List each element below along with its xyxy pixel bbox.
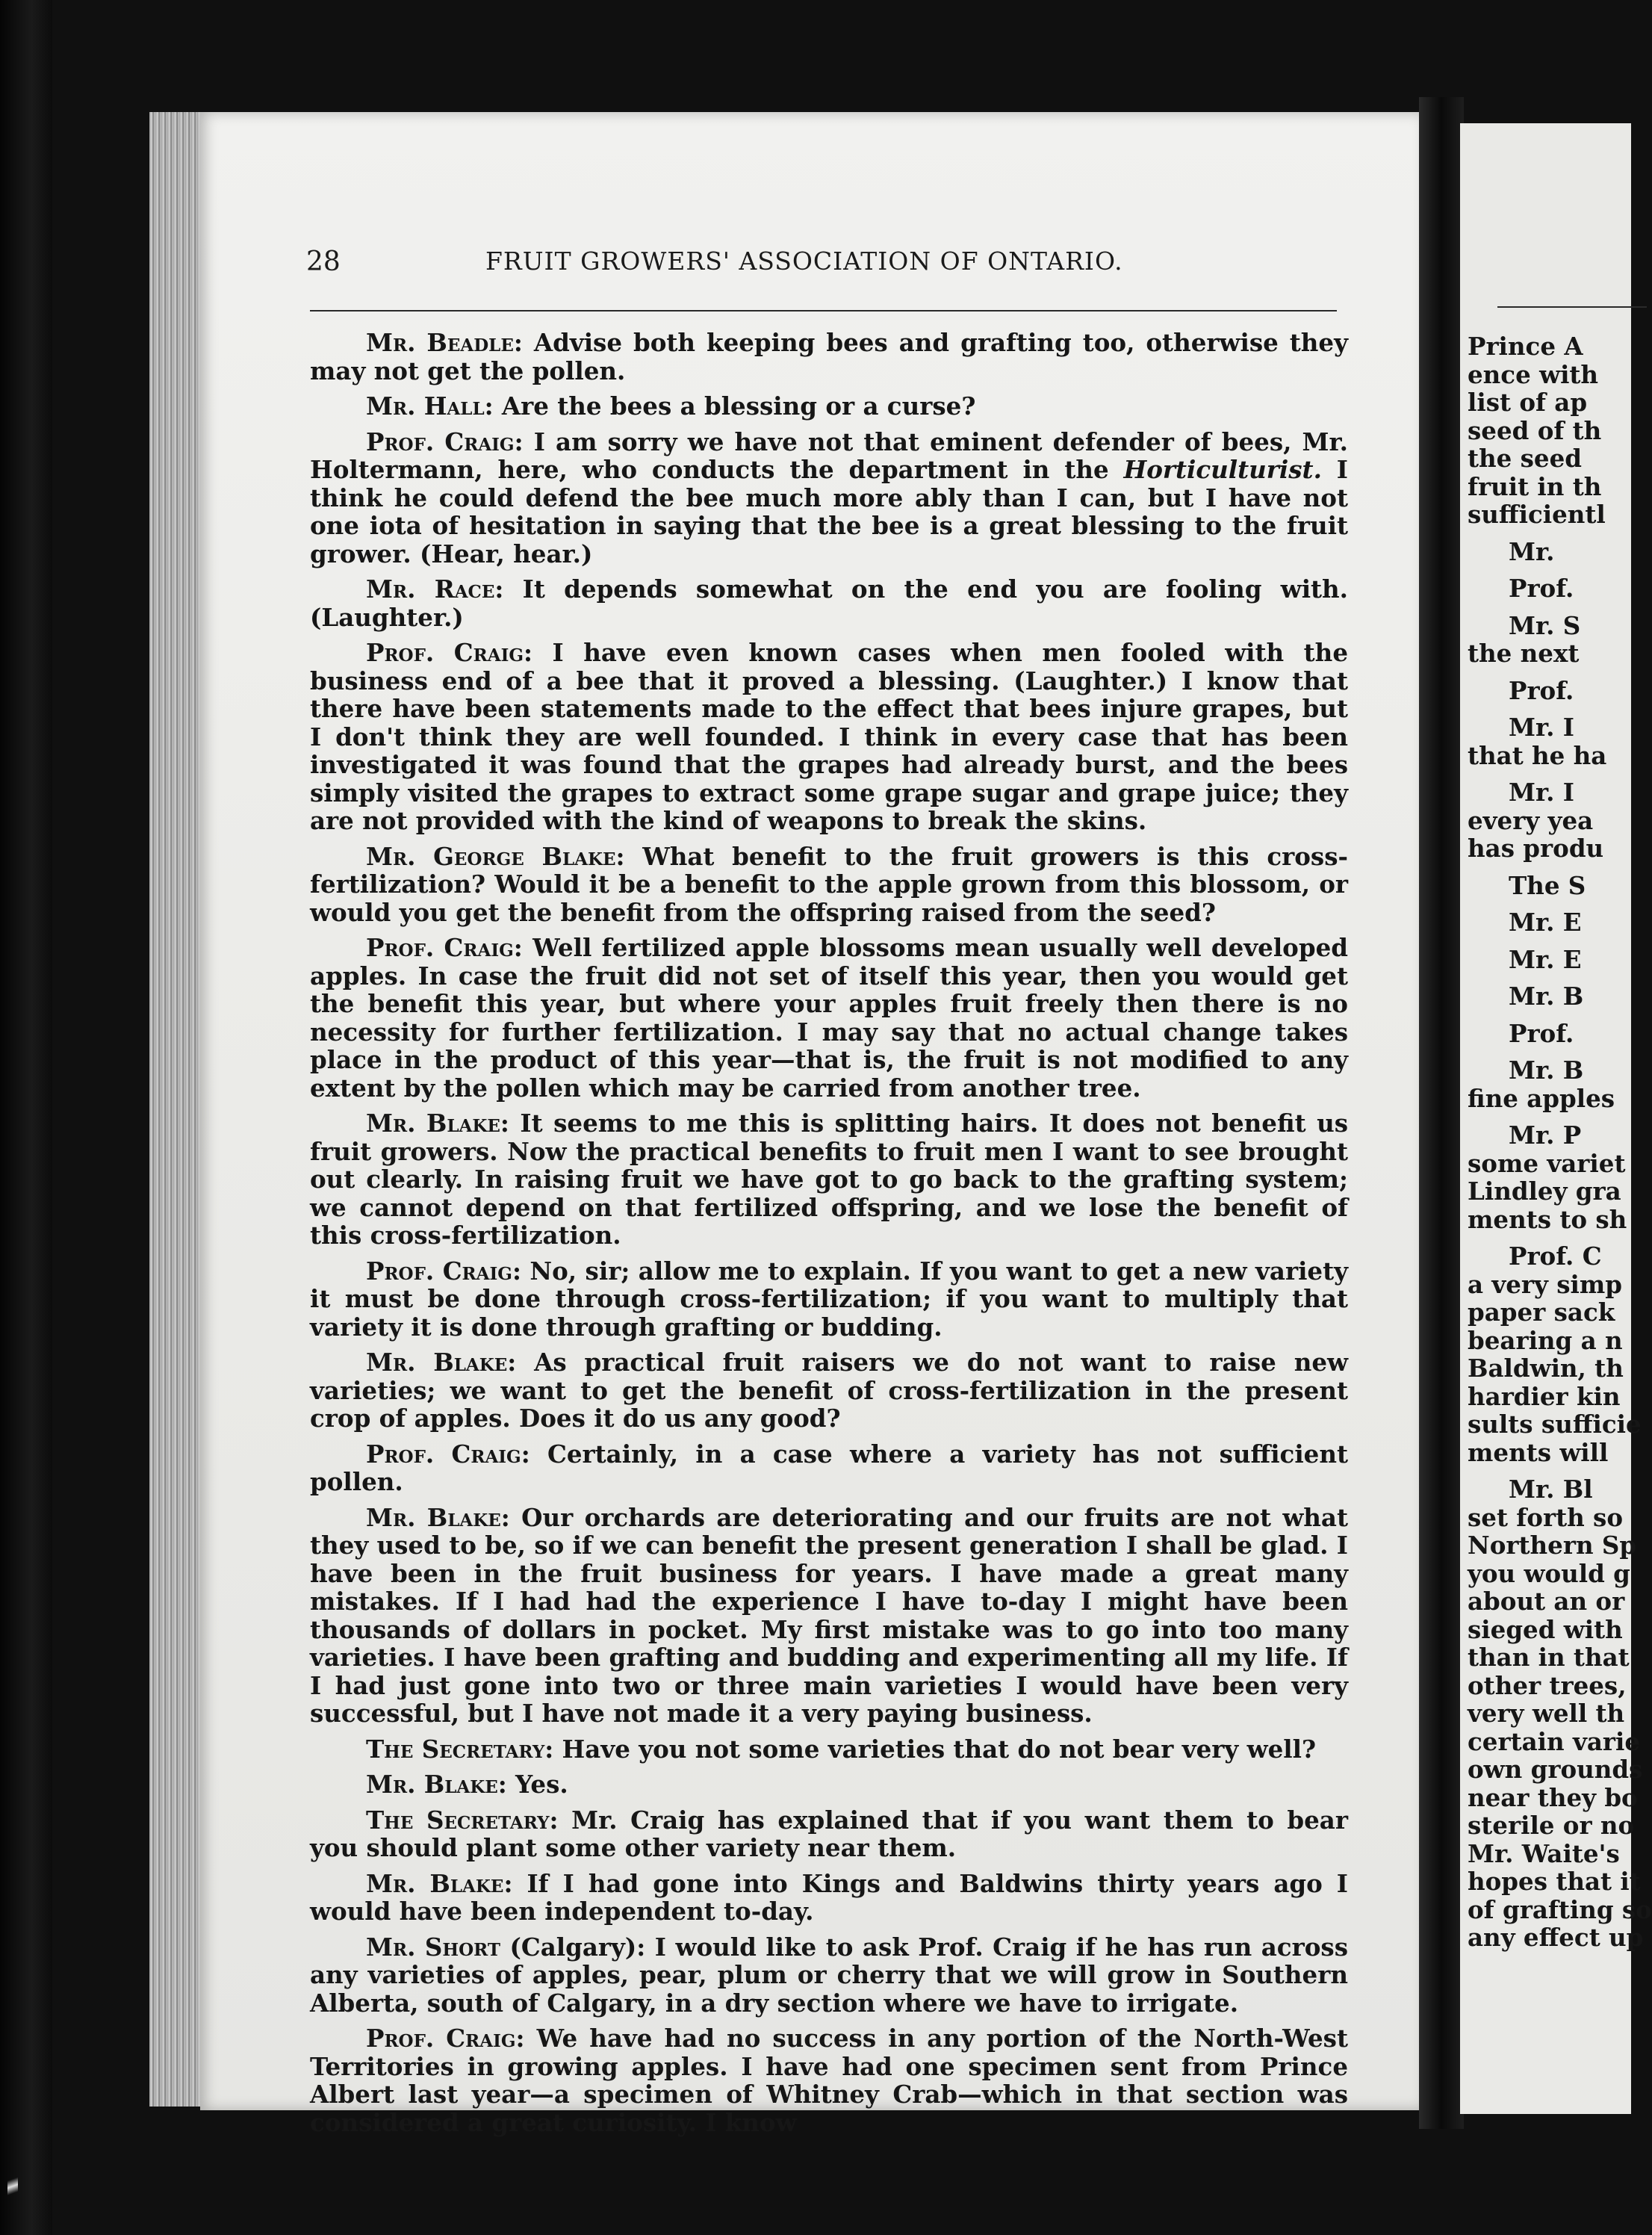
facing-page-line: set forth so xyxy=(1468,1502,1624,1532)
speaker: Mr. Blake xyxy=(366,1109,500,1138)
facing-page-line: that he ha xyxy=(1468,740,1607,770)
paragraph xyxy=(310,428,1348,568)
speaker: Mr. George Blake xyxy=(366,841,616,871)
speaker: Prof. Craig xyxy=(366,427,515,456)
facing-page-line: has produ xyxy=(1468,834,1604,863)
facing-page-line: Mr. Waite's xyxy=(1468,1838,1620,1868)
facing-page xyxy=(1460,123,1652,2114)
paragraph xyxy=(310,1348,1348,1433)
facing-page-line: Mr. E xyxy=(1509,944,1582,974)
speech: : It depends somewhat on the end you are fooling with. (Laughter.) xyxy=(310,574,1348,632)
speaker: Prof. Craig xyxy=(366,933,514,962)
facing-page-line: ments to sh xyxy=(1468,1204,1627,1234)
facing-page-line: Northern Sp xyxy=(1468,1531,1637,1560)
facing-page-line: Mr. E xyxy=(1509,908,1582,937)
facing-page-line: Mr. B xyxy=(1509,982,1584,1011)
book-gutter xyxy=(1419,97,1464,2129)
facing-page-line: fine apples xyxy=(1468,1083,1615,1113)
facing-page-line: some variet xyxy=(1468,1148,1626,1178)
speaker: Mr. Blake xyxy=(366,1348,508,1377)
speech: : Have you not some varieties that do not bear very well? xyxy=(544,1734,1316,1764)
facing-page-line: sufficientl xyxy=(1468,500,1606,529)
facing-page-text xyxy=(1468,332,1652,1952)
speech: : It seems to me this is splitting hairs. It does not benefit us fruit growers. Now the practical benefits to fruit men I want to see brought out clearly. In raising fruit we have got to go back to the grafting system; we cannot depend on that fertilized offspring, and we lose the benefit of this cross-fertilization. xyxy=(310,1109,1349,1250)
facing-page-line: sieged with xyxy=(1468,1614,1623,1644)
speech: : Advise both keeping bees and grafting too, otherwise they may not get the pollen. xyxy=(310,328,1348,385)
speaker: Prof. Craig xyxy=(366,638,524,667)
paragraph xyxy=(310,2024,1348,2136)
page-number: 28 xyxy=(306,247,341,277)
facing-page-line: other trees, xyxy=(1468,1670,1627,1700)
facing-page-line: certain varie xyxy=(1468,1726,1641,1756)
facing-page-line: you would g xyxy=(1468,1558,1630,1588)
paragraph xyxy=(310,392,1348,421)
paragraph xyxy=(310,639,1348,835)
facing-page-line: Prof. xyxy=(1509,1018,1574,1048)
facing-page-line: Prof. xyxy=(1509,574,1574,603)
speaker: Prof. Craig xyxy=(366,1256,512,1286)
facing-page-line: a very simp xyxy=(1468,1269,1623,1299)
speech: : I am sorry we have not that eminent defender of bees, Mr. Holtermann, here, who conducts the department in the xyxy=(310,427,1348,484)
facing-page-line: Mr. I xyxy=(1509,778,1574,807)
speaker: Mr. Race xyxy=(366,574,495,604)
facing-header-rule xyxy=(1497,306,1647,308)
facing-page-line: bearing a n xyxy=(1468,1325,1623,1355)
paragraph xyxy=(310,1257,1348,1342)
page-header xyxy=(306,247,1352,291)
speech: : Well fertilized apple blossoms mean usually well developed apples. In case the fruit did not set of itself this year, then you would get the benefit this year, but where your apples fruit freely then there is no necessity for further fertilization. I may say that no actual change takes place in the product of this year—that is, the fruit is not modified to any extent by the pollen which may be carried from another tree. xyxy=(310,933,1348,1103)
facing-page-line: Baldwin, th xyxy=(1468,1354,1624,1383)
running-title: FRUIT GROWERS' ASSOCIATION OF ONTARIO. xyxy=(485,247,1123,276)
speaker: The Secretary xyxy=(366,1734,545,1764)
facing-page-line: Prof. C xyxy=(1509,1242,1602,1271)
facing-page-line: hopes that it xyxy=(1468,1867,1641,1896)
facing-page-line: Mr. P xyxy=(1509,1120,1582,1150)
paragraph xyxy=(310,1735,1348,1764)
facing-page-line: ments will xyxy=(1468,1437,1609,1467)
facing-page-line: fruit in th xyxy=(1468,471,1602,501)
facing-page-line: Mr. I xyxy=(1509,713,1574,742)
facing-page-line: Prof. xyxy=(1509,675,1574,705)
speech: : Mr. Craig has explained that if you want them to bear you should plant some other variety near them. xyxy=(310,1805,1348,1862)
facing-page-line: near they bo xyxy=(1468,1782,1638,1812)
facing-page-line: any effect up xyxy=(1468,1923,1644,1952)
speech: : If I had gone into Kings and Baldwins thirty years ago I would have been independent to-day. xyxy=(310,1868,1348,1926)
facing-page-line: The S xyxy=(1509,870,1586,900)
paragraph xyxy=(310,1870,1348,1926)
facing-page-line: the next xyxy=(1468,639,1580,668)
publication-title: Horticulturist. xyxy=(1123,455,1322,484)
body-text xyxy=(310,329,1348,2144)
paragraph xyxy=(310,575,1348,631)
speech: : What benefit to the fruit growers is this cross-fertilization? Would it be a benefit to the apple grown from this blossom, or would you get the benefit from the offspring raised from the seed? xyxy=(310,841,1348,927)
facing-page-line: paper sack xyxy=(1468,1298,1615,1327)
facing-page-line: Mr. xyxy=(1509,536,1555,566)
facing-page-line: every yea xyxy=(1468,805,1594,835)
paragraph xyxy=(310,934,1348,1102)
facing-page-line: of grafting so xyxy=(1468,1894,1652,1924)
paragraph xyxy=(310,1933,1348,2018)
speech: (Calgary): I would like to ask Prof. Craig if he has run across any varieties of apples, pear, plum or cherry that we will grow in Southern Alberta, south of Calgary, in a dry section where we have to irrigate. xyxy=(310,1932,1348,2018)
facing-page-line: than in that xyxy=(1468,1643,1630,1672)
speech: : Are the bees a blessing or a curse? xyxy=(484,391,976,421)
speaker: Mr. Blake xyxy=(366,1770,498,1799)
speaker: Mr. Beadle xyxy=(366,328,514,357)
paragraph xyxy=(310,1440,1348,1496)
facing-page-line: own grounds xyxy=(1468,1755,1643,1784)
film-scratch xyxy=(7,2166,18,2211)
facing-page-line: ence with xyxy=(1468,359,1599,389)
facing-page-line: list of ap xyxy=(1468,388,1588,417)
facing-page-line: the seed xyxy=(1468,444,1583,473)
facing-page-line: hardier kin xyxy=(1468,1381,1621,1411)
speaker: Mr. Blake xyxy=(366,1502,501,1532)
speech: : Our orchards are deteriorating and our fruits are not what they used to be, so if we can benefit the present generation I shall be glad. I have been in the fruit business for years. I have made a great many mistakes. If I had had the experience I have to-day I might have been thousands of dollars in pocket. My first mistake was to go into too many varieties. I have been grafting and budding and experimenting all my life. If I had just gone into two or three main varieties I would have been very successful, but I have not made it a very paying business. xyxy=(310,1502,1348,1728)
facing-page-line: Mr. Bl xyxy=(1509,1475,1593,1504)
speech: : No, sir; allow me to explain. If you want to get a new variety it must be done through cross-fertilization; if you want to multiply that variety it is done through grafting or budding. xyxy=(310,1256,1349,1342)
facing-page-line: Prince A xyxy=(1468,332,1583,361)
speech: I think he could defend the bee much more ably than I can, but I have not one iota of hesitation in saying that the bee is a great blessing to the fruit grower. (Hear, hear.) xyxy=(310,455,1348,568)
speaker: Mr. Hall xyxy=(366,391,485,421)
speaker: Prof. Craig xyxy=(366,1439,521,1469)
paragraph xyxy=(310,1109,1348,1250)
facing-page-line: sults sufficie xyxy=(1468,1410,1642,1439)
paragraph xyxy=(310,843,1348,927)
speaker: Mr. Short xyxy=(366,1932,500,1962)
facing-page-line: Lindley gra xyxy=(1468,1177,1621,1206)
paragraph xyxy=(310,1806,1348,1862)
film-edge xyxy=(0,0,52,2235)
speaker: The Secretary xyxy=(366,1805,550,1835)
paragraph xyxy=(310,329,1348,385)
facing-page-line: very well th xyxy=(1468,1699,1625,1728)
paragraph xyxy=(310,1770,1348,1799)
facing-page-line: Mr. B xyxy=(1509,1055,1584,1085)
speech: : I have even known cases when men fooled with the business end of a bee that it proved a blessing. (Laughter.) I know that there have been statements made to the effect that bees injure grapes, but I don't think they are well founded. I think in every case that has been investigated it was found that the grapes had already burst, and the bees simply visited the grapes to extract some grape sugar and grape juice; they are not provided with the kind of weapons to break the skins. xyxy=(310,638,1348,835)
facing-page-line: sterile or no xyxy=(1468,1811,1635,1840)
facing-page-line: about an or xyxy=(1468,1587,1625,1616)
paragraph xyxy=(310,1504,1348,1728)
speech: : Yes. xyxy=(497,1770,568,1799)
speech: : As practical fruit raisers we do not want to raise new varieties; we want to get the benefit of cross-fertilization in the present crop of apples. Does it do us any good? xyxy=(310,1348,1348,1433)
facing-page-line: Mr. S xyxy=(1509,610,1581,640)
speech: : We have had no success in any portion of the North-West Territories in growing apples. I have had one specimen sent from Prince Albert last year—a specimen of Whitney Crab—which in that section was considered a great curiosity. I know xyxy=(310,2024,1348,2137)
facing-page-line: seed of th xyxy=(1468,415,1602,445)
speaker: Mr. Blake xyxy=(366,1868,504,1898)
speech: : Certainly, in a case where a variety has not sufficient pollen. xyxy=(310,1439,1349,1496)
header-rule xyxy=(310,310,1337,311)
speaker: Prof. Craig xyxy=(366,2024,516,2053)
